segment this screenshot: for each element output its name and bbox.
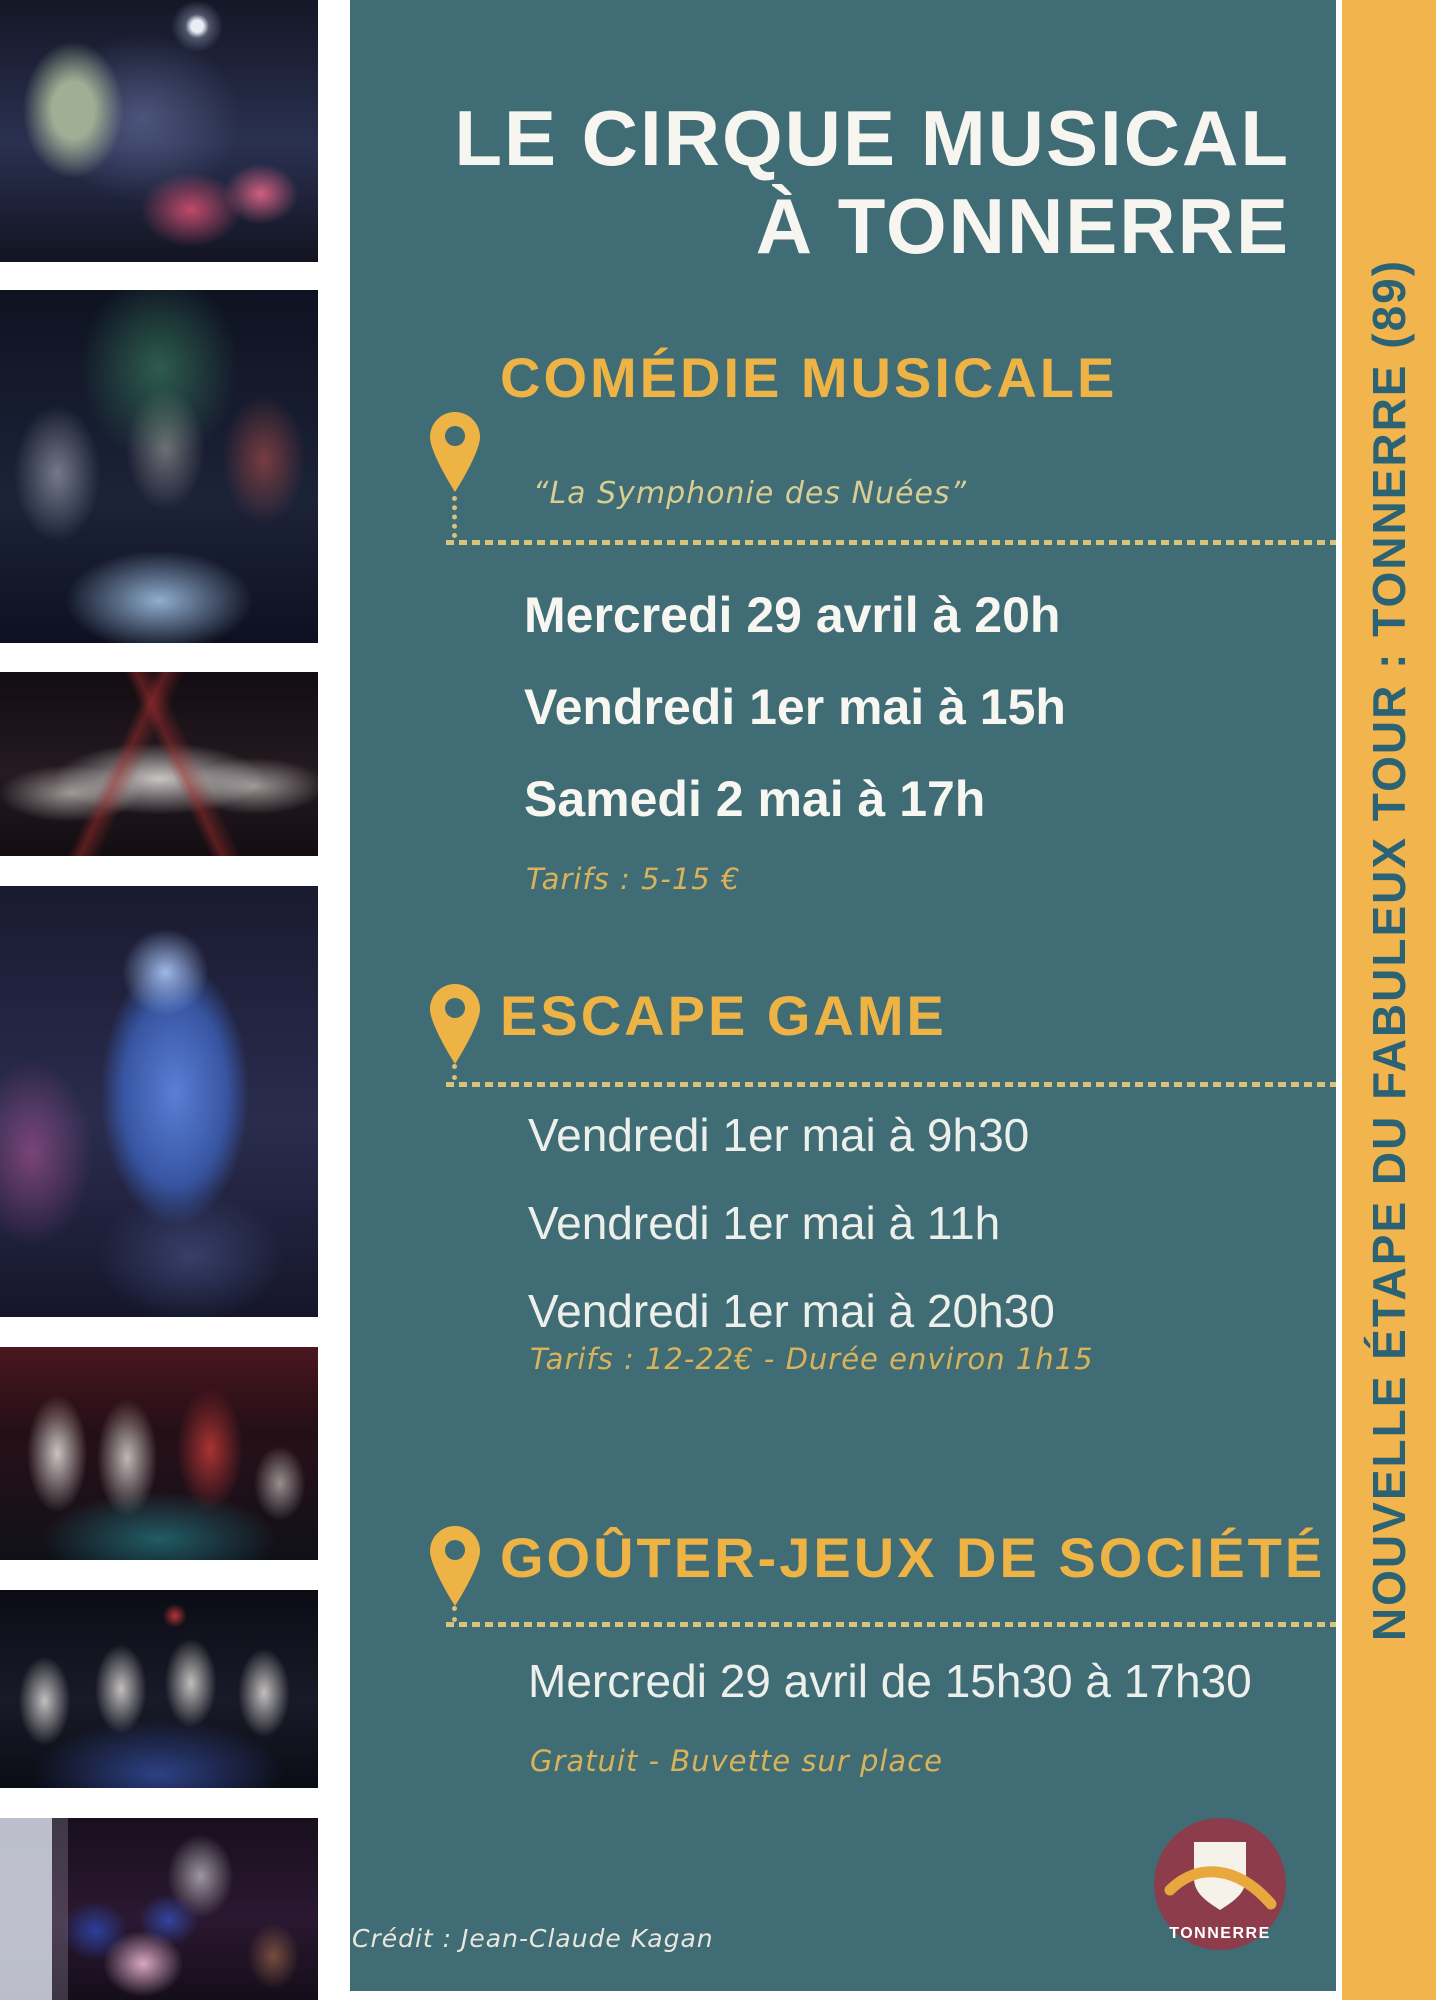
event-date: Vendredi 1er mai à 20h30 — [528, 1285, 1055, 1337]
event-date: Vendredi 1er mai à 11h — [528, 1197, 1001, 1249]
event-date: Vendredi 1er mai à 15h — [524, 679, 1066, 735]
event-date: Vendredi 1er mai à 9h30 — [528, 1109, 1030, 1161]
event-date: Samedi 2 mai à 17h — [524, 771, 986, 827]
event-date: Mercredi 29 avril de 15h30 à 17h30 — [528, 1655, 1252, 1707]
photo-blue-puppet — [0, 886, 318, 1317]
section-subtitle-comedie: “La Symphonie des Nuées” — [532, 476, 968, 511]
pin-dotted-tail — [452, 1064, 457, 1080]
section-title-comedie-musicale: COMÉDIE MUSICALE — [500, 346, 1118, 409]
section-title-gouter-jeux: GOÛTER-JEUX DE SOCIÉTÉ — [500, 1526, 1326, 1589]
location-pin-icon — [428, 1524, 482, 1608]
pin-dotted-tail — [452, 496, 457, 538]
photo-dancers-kicking — [0, 672, 318, 856]
photo-performer-lace-backdrop — [0, 0, 318, 262]
dotted-divider — [446, 1622, 1336, 1627]
poster-title — [400, 94, 1290, 270]
photo-credit: Crédit : Jean-Claude Kagan — [352, 1924, 714, 1953]
location-pin-icon — [428, 410, 482, 494]
photo-acrobats-green-trees — [0, 290, 318, 643]
poster-title-line1: LE CIRQUE MUSICAL — [454, 94, 1290, 182]
dotted-divider — [446, 540, 1336, 545]
sidebar-vertical-text — [1342, 250, 1436, 1650]
tarif-escape-game: Tarifs : 12-22€ - Durée environ 1h15 — [530, 1342, 1094, 1376]
location-pin-icon — [428, 982, 482, 1066]
tarif-comedie: Tarifs : 5-15 € — [526, 862, 741, 896]
dotted-divider — [446, 1082, 1336, 1087]
event-date: Mercredi 29 avril à 20h — [524, 587, 1061, 643]
tonnerre-logo-label: TONNERRE — [1169, 1925, 1271, 1942]
tarif-gouter: Gratuit - Buvette sur place — [530, 1744, 943, 1778]
sidebar-text: NOUVELLE ÉTAPE DU FABULEUX TOUR : TONNERRE (89) — [1363, 258, 1415, 1642]
section-title-escape-game: ESCAPE GAME — [500, 984, 947, 1047]
pin-dotted-tail — [452, 1606, 457, 1622]
photo-jumping-troupe — [0, 1590, 318, 1788]
photo-musicians — [0, 1347, 318, 1560]
poster-title-line2: À TONNERRE — [755, 182, 1290, 270]
photo-drummer — [0, 1818, 318, 2000]
tonnerre-logo — [1150, 1814, 1290, 1954]
